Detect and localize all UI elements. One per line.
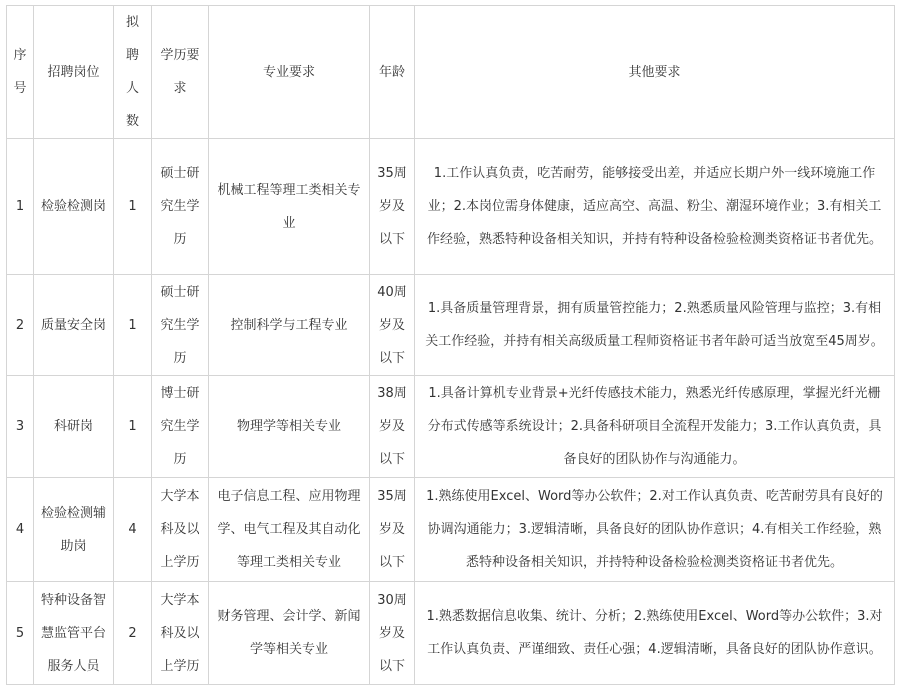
cell-no: 1 <box>7 139 34 275</box>
cell-position: 科研岗 <box>34 376 114 478</box>
table-row <box>7 582 895 685</box>
table-row <box>7 376 895 478</box>
cell-education: 硕士研究生学历 <box>152 139 209 275</box>
header-count: 拟聘人数 <box>114 6 152 139</box>
header-row <box>7 6 895 139</box>
cell-other: 1.工作认真负责，吃苦耐劳，能够接受出差，并适应长期户外一线环境施工作业；2.本岗位需身体健康，适应高空、高温、粉尘、潮湿环境作业；3.有相关工作经验，熟悉特种设备相关知识，并持有特种设备检验检测类资格证书者优先。 <box>415 139 895 275</box>
cell-count: 2 <box>114 582 152 685</box>
cell-position: 特种设备智慧监管平台服务人员 <box>34 582 114 685</box>
recruitment-table <box>6 5 895 685</box>
header-education: 学历要求 <box>152 6 209 139</box>
cell-count: 4 <box>114 478 152 582</box>
header-other: 其他要求 <box>415 6 895 139</box>
cell-no: 4 <box>7 478 34 582</box>
cell-position: 质量安全岗 <box>34 275 114 376</box>
header-no: 序号 <box>7 6 34 139</box>
cell-age: 35周岁及以下 <box>370 139 415 275</box>
cell-no: 5 <box>7 582 34 685</box>
cell-major: 电子信息工程、应用物理学、电气工程及其自动化等理工类相关专业 <box>209 478 370 582</box>
table-row <box>7 275 895 376</box>
cell-other: 1.具备质量管理背景，拥有质量管控能力；2.熟悉质量风险管理与监控；3.有相关工作经验，并持有相关高级质量工程师资格证书者年龄可适当放宽至45周岁。 <box>415 275 895 376</box>
cell-count: 1 <box>114 275 152 376</box>
table-row <box>7 139 895 275</box>
cell-major: 机械工程等理工类相关专业 <box>209 139 370 275</box>
cell-age: 38周岁及以下 <box>370 376 415 478</box>
cell-position: 检验检测辅助岗 <box>34 478 114 582</box>
cell-no: 2 <box>7 275 34 376</box>
header-position: 招聘岗位 <box>34 6 114 139</box>
cell-age: 30周岁及以下 <box>370 582 415 685</box>
cell-education: 大学本科及以上学历 <box>152 478 209 582</box>
cell-other: 1.具备计算机专业背景+光纤传感技术能力，熟悉光纤传感原理，掌握光纤光栅分布式传感等系统设计；2.具备科研项目全流程开发能力；3.工作认真负责，具备良好的团队协作与沟通能力。 <box>415 376 895 478</box>
header-major: 专业要求 <box>209 6 370 139</box>
cell-count: 1 <box>114 139 152 275</box>
cell-major: 财务管理、会计学、新闻学等相关专业 <box>209 582 370 685</box>
cell-count: 1 <box>114 376 152 478</box>
cell-age: 40周岁及以下 <box>370 275 415 376</box>
cell-no: 3 <box>7 376 34 478</box>
cell-age: 35周岁及以下 <box>370 478 415 582</box>
table-row <box>7 478 895 582</box>
cell-education: 硕士研究生学历 <box>152 275 209 376</box>
cell-other: 1.熟悉数据信息收集、统计、分析；2.熟练使用Excel、Word等办公软件；3.对工作认真负责、严谨细致、责任心强；4.逻辑清晰，具备良好的团队协作意识。 <box>415 582 895 685</box>
header-age: 年龄 <box>370 6 415 139</box>
cell-education: 大学本科及以上学历 <box>152 582 209 685</box>
cell-education: 博士研究生学历 <box>152 376 209 478</box>
cell-major: 物理学等相关专业 <box>209 376 370 478</box>
cell-position: 检验检测岗 <box>34 139 114 275</box>
cell-major: 控制科学与工程专业 <box>209 275 370 376</box>
cell-other: 1.熟练使用Excel、Word等办公软件；2.对工作认真负责、吃苦耐劳具有良好的协调沟通能力；3.逻辑清晰，具备良好的团队协作意识；4.有相关工作经验，熟悉特种设备相关知识，并持特种设备检验检测类资格证书者优先。 <box>415 478 895 582</box>
